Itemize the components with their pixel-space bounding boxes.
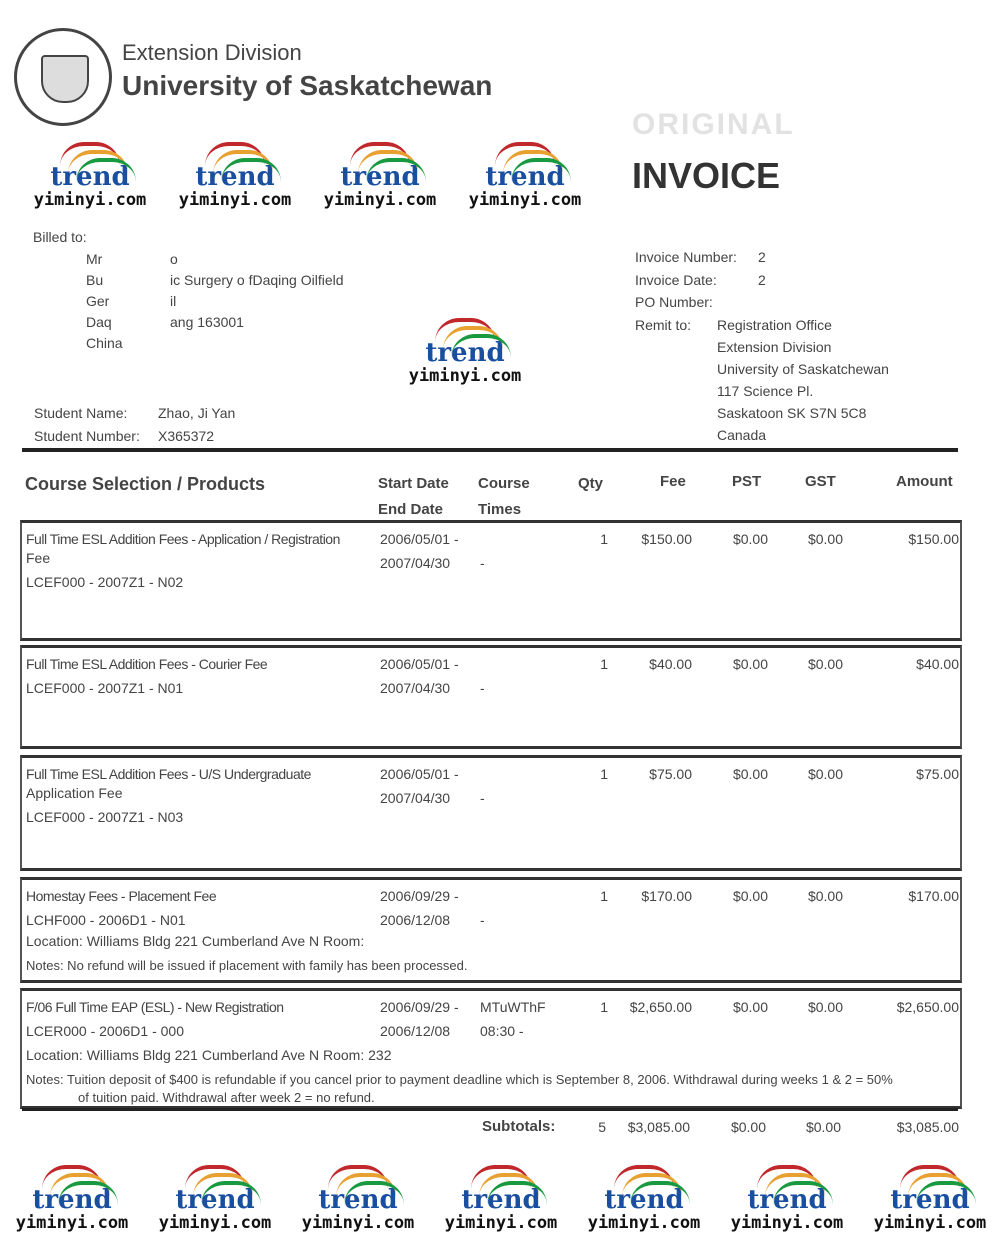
- item-title-cont: Fee: [26, 550, 51, 566]
- remit-to-line: Extension Division: [717, 339, 832, 355]
- col-course: Course: [478, 475, 530, 492]
- trend-watermark-logo: [717, 1165, 857, 1235]
- col-pst: PST: [732, 473, 762, 490]
- item-title: Full Time ESL Addition Fees - Courier Fee: [26, 656, 268, 672]
- item-notes-cont: of tuition paid. Withdrawal after week 2 = no refund.: [78, 1090, 375, 1105]
- seal-crest: [41, 55, 89, 103]
- pst: $0.00: [732, 531, 768, 547]
- gst: $0.00: [807, 766, 843, 782]
- table-row: [20, 520, 962, 641]
- course-times: 08:30 -: [480, 1023, 524, 1039]
- watermark-swoosh-icon: [145, 1165, 285, 1187]
- end-date: 2007/04/30: [380, 790, 451, 806]
- qty: 1: [600, 531, 608, 547]
- end-date: 2006/12/08: [380, 912, 451, 928]
- billed-to-line-b: o: [170, 251, 178, 267]
- watermark-url: yiminyi.com: [301, 1213, 415, 1233]
- col-times: Times: [478, 501, 522, 518]
- trend-watermark-logo: [20, 142, 160, 212]
- subtotal-qty: 5: [598, 1119, 606, 1135]
- item-title: Full Time ESL Addition Fees - U/S Undergraduate: [26, 766, 311, 782]
- gst: $0.00: [807, 656, 843, 672]
- billed-to-label: Billed to:: [33, 229, 87, 245]
- watermark-url: yiminyi.com: [158, 1213, 272, 1233]
- subtotals-label: Subtotals:: [482, 1118, 556, 1135]
- qty: 1: [600, 888, 608, 904]
- end-date: 2006/12/08: [380, 1023, 451, 1039]
- gst: $0.00: [807, 888, 843, 904]
- remit-to-line: University of Saskatchewan: [717, 361, 889, 377]
- watermark-swoosh-icon: [2, 1165, 142, 1187]
- start-date: 2006/05/01 -: [380, 766, 459, 782]
- fee: $75.00: [649, 766, 692, 782]
- divider: [22, 1108, 958, 1111]
- student-name: Zhao, Ji Yan: [158, 405, 236, 421]
- remit-to-line: 117 Science Pl.: [717, 383, 814, 399]
- billed-to-line-b: ang 163001: [170, 314, 244, 330]
- col-qty: Qty: [578, 475, 604, 492]
- watermark-logo-text: trend: [461, 1185, 541, 1215]
- table-row: [20, 988, 962, 1109]
- fee: $170.00: [641, 888, 692, 904]
- amount: $170.00: [908, 888, 959, 904]
- item-code: LCER000 - 2006D1 - 000: [26, 1023, 184, 1039]
- fee: $40.00: [649, 656, 692, 672]
- watermark-url: yiminyi.com: [178, 190, 292, 210]
- remit-to-line: Saskatoon SK S7N 5C8: [717, 405, 867, 421]
- student-number-label: Student Number:: [34, 428, 140, 444]
- remit-to-label: Remit to:: [635, 317, 692, 333]
- end-date: 2007/04/30: [380, 680, 451, 696]
- watermark-logo-text: trend: [32, 1185, 112, 1215]
- watermark-url: yiminyi.com: [15, 1213, 129, 1233]
- start-date: 2006/09/29 -: [380, 999, 459, 1015]
- invoice-date: 2: [758, 272, 766, 288]
- item-title-cont: Application Fee: [26, 785, 123, 801]
- watermark-logo-text: trend: [50, 162, 130, 192]
- watermark-logo-text: trend: [604, 1185, 684, 1215]
- trend-watermark-logo: [860, 1165, 1000, 1235]
- divider: [22, 448, 958, 452]
- end-date: 2007/04/30: [380, 555, 451, 571]
- student-number: X365372: [158, 428, 215, 444]
- item-location: Location: Williams Bldg 221 Cumberland Ave N Room:: [26, 933, 365, 949]
- watermark-url: yiminyi.com: [444, 1213, 558, 1233]
- watermark-swoosh-icon: [455, 142, 595, 164]
- watermark-url: yiminyi.com: [323, 190, 437, 210]
- qty: 1: [600, 766, 608, 782]
- watermark-swoosh-icon: [20, 142, 160, 164]
- amount: $150.00: [908, 531, 959, 547]
- university-seal-logo: [14, 28, 112, 126]
- item-notes: Notes: No refund will be issued if placement with family has been processed.: [26, 958, 468, 973]
- subtotal-gst: $0.00: [805, 1119, 841, 1135]
- watermark-logo-text: trend: [485, 162, 565, 192]
- fee: $2,650.00: [629, 999, 692, 1015]
- pst: $0.00: [732, 888, 768, 904]
- trend-watermark-logo: [574, 1165, 714, 1235]
- invoice-number: 2: [758, 249, 766, 265]
- watermark-logo-text: trend: [890, 1185, 970, 1215]
- po-number-label: PO Number:: [635, 294, 713, 310]
- start-date: 2006/09/29 -: [380, 888, 459, 904]
- org-subtitle: Extension Division: [122, 40, 302, 65]
- start-date: 2006/05/01 -: [380, 656, 459, 672]
- item-title: F/06 Full Time EAP (ESL) - New Registration: [26, 999, 284, 1015]
- invoice-number-label: Invoice Number:: [635, 249, 737, 265]
- watermark-swoosh-icon: [395, 318, 535, 340]
- trend-watermark-logo: [395, 318, 535, 388]
- billed-to-line-a: China: [86, 335, 123, 351]
- watermark-logo-text: trend: [425, 338, 505, 368]
- item-code: LCEF000 - 2007Z1 - N02: [26, 574, 184, 590]
- section-title: Course Selection / Products: [25, 474, 266, 494]
- watermark-url: yiminyi.com: [33, 190, 147, 210]
- col-gst: GST: [805, 473, 836, 490]
- billed-to-line-a: Mr: [86, 251, 103, 267]
- start-date: 2006/05/01 -: [380, 531, 459, 547]
- course-days: MTuWThF: [480, 999, 546, 1015]
- item-title: Homestay Fees - Placement Fee: [26, 888, 217, 904]
- table-row: [20, 755, 962, 871]
- watermark-url: yiminyi.com: [730, 1213, 844, 1233]
- watermark-logo-text: trend: [175, 1185, 255, 1215]
- amount: $75.00: [916, 766, 959, 782]
- invoice-date-label: Invoice Date:: [635, 272, 717, 288]
- item-title: Full Time ESL Addition Fees - Application / Registration: [26, 531, 340, 547]
- gst: $0.00: [807, 531, 843, 547]
- pst: $0.00: [732, 999, 768, 1015]
- pst: $0.00: [732, 766, 768, 782]
- table-row: [20, 645, 962, 749]
- trend-watermark-logo: [455, 142, 595, 212]
- subtotal-fee: $3,085.00: [627, 1119, 690, 1135]
- col-end-date: End Date: [378, 501, 444, 518]
- watermark-url: yiminyi.com: [468, 190, 582, 210]
- item-code: LCEF000 - 2007Z1 - N03: [26, 809, 184, 825]
- trend-watermark-logo: [165, 142, 305, 212]
- item-code: LCEF000 - 2007Z1 - N01: [26, 680, 184, 696]
- col-fee: Fee: [660, 473, 686, 490]
- item-location: Location: Williams Bldg 221 Cumberland Ave N Room: 232: [26, 1047, 392, 1063]
- course-times: -: [480, 680, 485, 696]
- billed-to-line-b: ic Surgery o fDaqing Oilfield: [170, 272, 344, 288]
- watermark-logo-text: trend: [747, 1185, 827, 1215]
- watermark-logo-text: trend: [195, 162, 275, 192]
- billed-to-line-b: il: [170, 293, 177, 309]
- trend-watermark-logo: [431, 1165, 571, 1235]
- watermark-url: yiminyi.com: [408, 366, 522, 386]
- table-row: [20, 877, 962, 983]
- watermark-swoosh-icon: [431, 1165, 571, 1187]
- watermark-swoosh-icon: [574, 1165, 714, 1187]
- trend-watermark-logo: [310, 142, 450, 212]
- student-name-label: Student Name:: [34, 405, 128, 421]
- gst: $0.00: [807, 999, 843, 1015]
- amount: $2,650.00: [896, 999, 959, 1015]
- subtotal-pst: $0.00: [730, 1119, 766, 1135]
- original-stamp: ORIGINAL: [632, 108, 795, 141]
- trend-watermark-logo: [288, 1165, 428, 1235]
- watermark-url: yiminyi.com: [587, 1213, 701, 1233]
- watermark-swoosh-icon: [717, 1165, 857, 1187]
- qty: 1: [600, 999, 608, 1015]
- fee: $150.00: [641, 531, 692, 547]
- amount: $40.00: [916, 656, 959, 672]
- pst: $0.00: [732, 656, 768, 672]
- watermark-swoosh-icon: [860, 1165, 1000, 1187]
- col-amount: Amount: [896, 473, 953, 490]
- watermark-logo-text: trend: [340, 162, 420, 192]
- item-code: LCHF000 - 2006D1 - N01: [26, 912, 186, 928]
- remit-to-line: Registration Office: [717, 317, 832, 333]
- remit-to-line: Canada: [717, 427, 767, 443]
- trend-watermark-logo: [145, 1165, 285, 1235]
- trend-watermark-logo: [2, 1165, 142, 1235]
- course-times: -: [480, 555, 485, 571]
- item-notes: Notes: Tuition deposit of $400 is refundable if you cancel prior to payment deadline which is September 8, 2006. Withdrawal during weeks 1 & 2 = 50%: [26, 1072, 893, 1087]
- billed-to-line-a: Daq: [86, 314, 112, 330]
- billed-to-line-a: Ger: [86, 293, 110, 309]
- org-name: University of Saskatchewan: [122, 70, 493, 101]
- billed-to-line-a: Bu: [86, 272, 104, 288]
- watermark-logo-text: trend: [318, 1185, 398, 1215]
- watermark-url: yiminyi.com: [873, 1213, 987, 1233]
- document-title: INVOICE: [632, 155, 781, 196]
- watermark-swoosh-icon: [288, 1165, 428, 1187]
- watermark-swoosh-icon: [310, 142, 450, 164]
- course-times: -: [480, 790, 485, 806]
- subtotal-amount: $3,085.00: [896, 1119, 959, 1135]
- qty: 1: [600, 656, 608, 672]
- col-start-date: Start Date: [378, 475, 449, 492]
- watermark-swoosh-icon: [165, 142, 305, 164]
- course-times: -: [480, 912, 485, 928]
